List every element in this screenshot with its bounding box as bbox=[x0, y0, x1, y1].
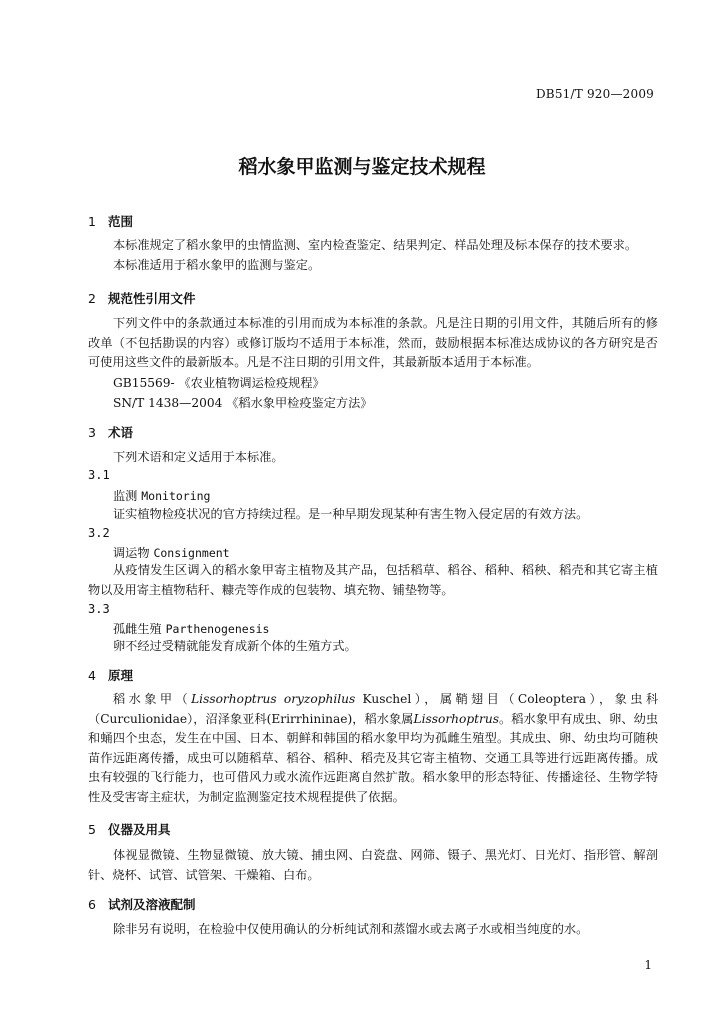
term-2-en: Consignment bbox=[153, 546, 230, 560]
section-4-heading bbox=[88, 666, 133, 684]
term-3-en: Parthenogenesis bbox=[165, 622, 270, 636]
section-6-heading bbox=[88, 895, 196, 913]
term-3-cn: 孤雌生殖 bbox=[113, 622, 162, 636]
term-3-definition: 卵不经过受精就能发育成新个体的生殖方式。 bbox=[113, 639, 357, 653]
section-4-paragraph bbox=[88, 690, 658, 807]
standard-id: DB51/T 920—2009 bbox=[535, 87, 654, 101]
section-3-title: 术语 bbox=[108, 425, 134, 440]
term-1-number: 3.1 bbox=[88, 468, 110, 482]
section-6-paragraph: 除非另有说明，在检验中仅使用确认的分析纯试剂和蒸馏水或去离子水或相当纯度的水。 bbox=[113, 922, 589, 936]
section-2-number: 2 bbox=[88, 291, 96, 306]
section-2-paragraph-1: 下列文件中的条款通过本标准的引用而成为本标准的条款。凡是注日期的引用文件，其随后所有的修改单（不包括勘误的内容）或修订版均不适用于本标准，然而，鼓励根据本标准达成协议的各方研究是否可使用这些文件的最新版本。凡是不注日期的引用文件，其最新版本适用于本标准。 bbox=[88, 316, 658, 369]
term-3-name bbox=[113, 620, 269, 637]
term-2-cn: 调运物 bbox=[113, 546, 150, 560]
term-2-number: 3.2 bbox=[88, 526, 110, 540]
section-1-paragraph-1: 本标准规定了稻水象甲的虫情监测、室内检查鉴定、结果判定、样品处理及标本保存的技术要求。 bbox=[113, 238, 638, 252]
section-3-number: 3 bbox=[88, 425, 96, 440]
section-2-heading bbox=[88, 289, 196, 307]
term-1-name bbox=[113, 487, 211, 504]
term-1-en: Monitoring bbox=[141, 489, 211, 503]
section-5-title: 仪器及用具 bbox=[108, 822, 171, 837]
section-3-intro: 下列术语和定义适用于本标准。 bbox=[113, 450, 284, 464]
term-2-name bbox=[113, 544, 230, 561]
section-5-number: 5 bbox=[88, 822, 96, 837]
section-3-heading bbox=[88, 423, 133, 441]
section-5-heading bbox=[88, 820, 171, 838]
term-1-definition: 证实植物检疫状况的官方持续过程。是一种早期发现某种有害生物入侵定居的有效方法。 bbox=[113, 507, 589, 521]
section-1-number: 1 bbox=[88, 214, 96, 229]
term-2-definition: 从疫情发生区调入的稻水象甲寄主植物及其产品，包括稻草、稻谷、稻种、稻秧、稻壳和其它寄主植物以及用寄主植物秸秆、糠壳等作成的包装物、填充物、铺垫物等。 bbox=[88, 563, 658, 597]
reference-2: SN/T 1438—2004 《稻水象甲检疫鉴定方法》 bbox=[113, 396, 373, 410]
scientific-name-species: Lissorhoptrus oryzophilus bbox=[191, 692, 356, 706]
section-2-title: 规范性引用文件 bbox=[108, 291, 196, 306]
section-1-title: 范围 bbox=[108, 214, 134, 229]
section-4-title: 原理 bbox=[108, 668, 134, 683]
page-number: 1 bbox=[644, 958, 652, 972]
term-3-number: 3.3 bbox=[88, 602, 110, 616]
principle-text-b: Kuschel），属鞘翅目（Coleoptera），象虫科（Curculionidae），沼泽象亚科(Erirrhininae)，稻水象属 bbox=[88, 692, 659, 726]
section-1-paragraph-2: 本标准适用于稻水象甲的监测与鉴定。 bbox=[113, 258, 321, 272]
section-6-number: 6 bbox=[88, 897, 96, 912]
section-6-title: 试剂及溶液配制 bbox=[108, 897, 196, 912]
reference-1: GB15569- 《农业植物调运检疫规程》 bbox=[113, 376, 325, 390]
principle-text-a: 稻水象甲（ bbox=[113, 692, 192, 706]
section-1-heading bbox=[88, 212, 133, 230]
term-1-cn: 监测 bbox=[113, 489, 138, 503]
page-title: 稻水象甲监测与鉴定技术规程 bbox=[238, 156, 486, 178]
scientific-name-genus: Lissorhoptrus bbox=[413, 711, 499, 726]
principle-text-c: 。稻水象甲有成虫、卵、幼虫和蛹四个虫态，发生在中国、日本、朝鲜和韩国的稻水象甲均为孤雌生殖型。其成虫、卵、幼虫均可随秧苗作远距离传播，成虫可以随稻草、稻谷、稻种、稻壳及其它寄主植物、交通工具等进行远距离传播。成虫有较强的飞行能力，也可借风力或水流作远距离自然扩散。稻水象甲的形态特征、传播途径、生物学特性及受害寄主症状，为制定监测鉴定技术规程提供了依据。 bbox=[88, 711, 659, 804]
section-5-paragraph: 体视显微镜、生物显微镜、放大镜、捕虫网、白瓷盘、网筛、镊子、黑光灯、日光灯、指形管、解剖针、烧杯、试管、试管架、干燥箱、白布。 bbox=[88, 848, 658, 882]
section-4-number: 4 bbox=[88, 668, 96, 683]
